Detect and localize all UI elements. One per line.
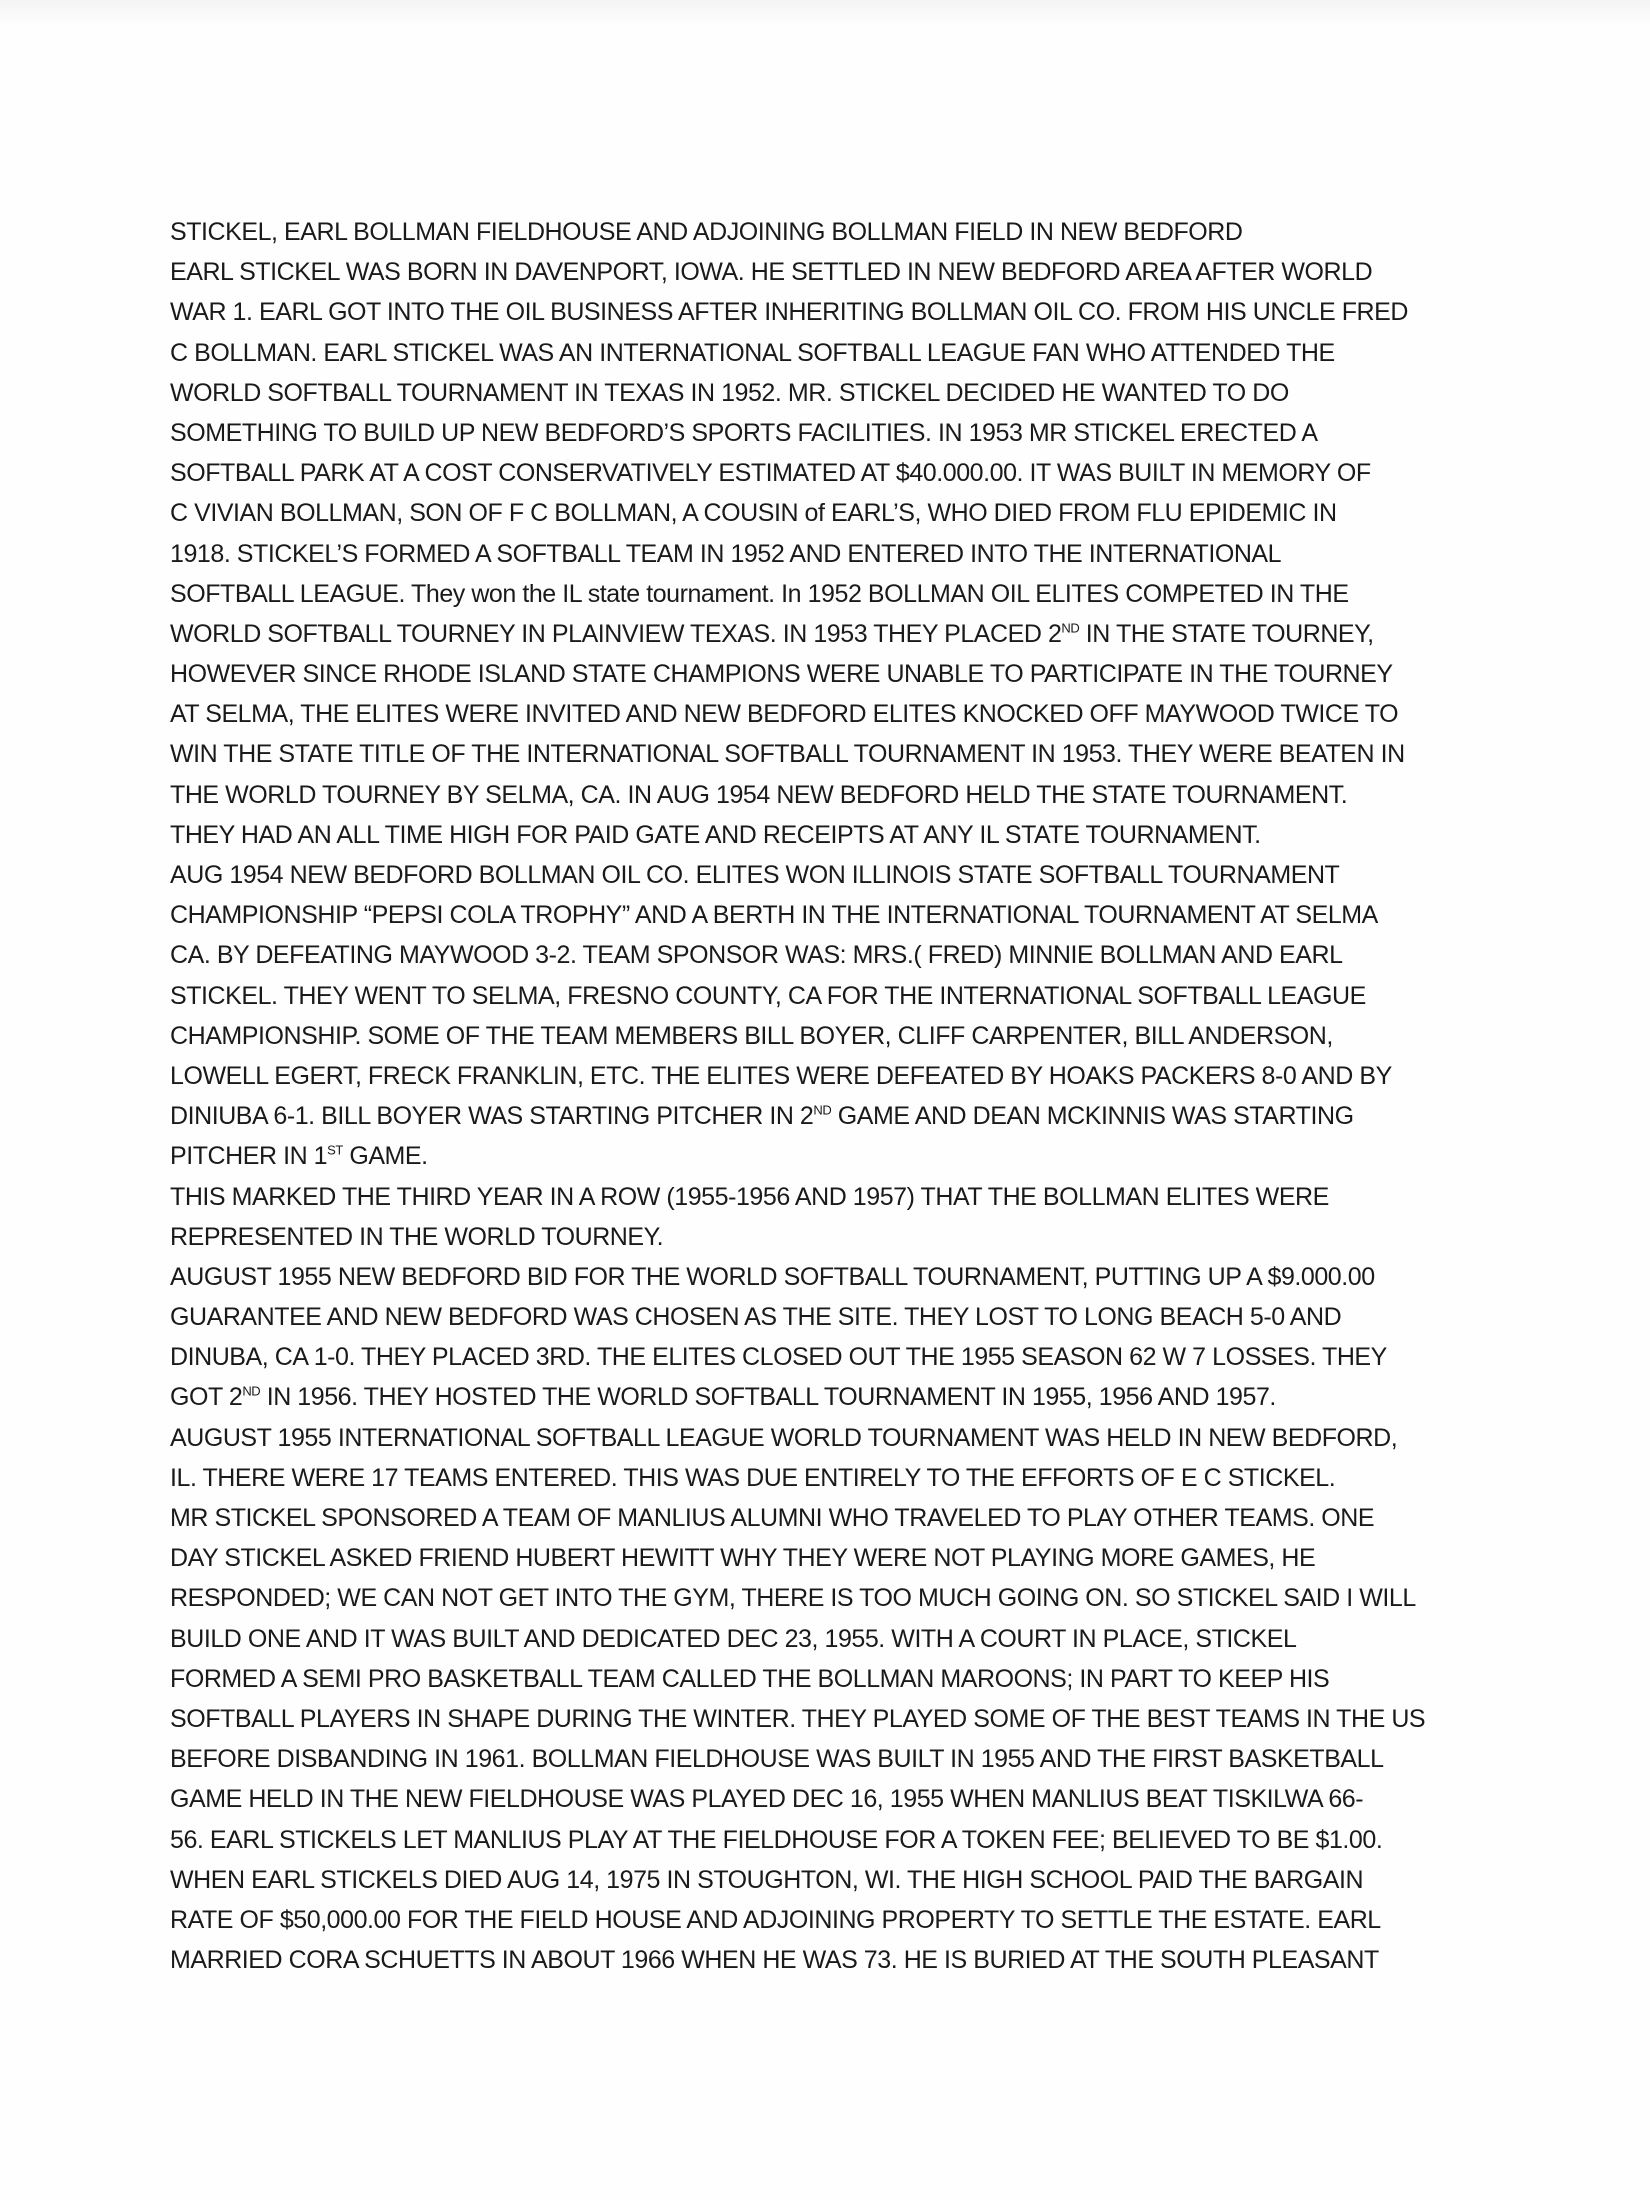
text-line — [170, 1096, 1470, 1136]
text-line — [170, 1619, 1470, 1659]
text-segment: THEY HAD AN ALL TIME HIGH FOR PAID GATE AND RECEIPTS AT ANY IL STATE TOURNAMENT. — [170, 820, 1261, 849]
text-segment: THE WORLD TOURNEY BY SELMA, CA. IN AUG 1954 NEW BEDFORD HELD THE STATE TOURNAMENT. — [170, 780, 1348, 809]
text-segment: WORLD SOFTBALL TOURNAMENT IN TEXAS IN 1952. MR. STICKEL DECIDED HE WANTED TO DO — [170, 378, 1289, 407]
text-line — [170, 1820, 1470, 1860]
document-body — [170, 212, 1470, 1980]
text-segment: WORLD SOFTBALL TOURNEY IN PLAINVIEW TEXAS. IN 1953 THEY PLACED 2 — [170, 619, 1062, 648]
text-line — [170, 1177, 1470, 1217]
text-line — [170, 1217, 1470, 1257]
superscript: ST — [327, 1142, 343, 1158]
text-line — [170, 1377, 1470, 1417]
text-segment: RATE OF $50,000.00 FOR THE FIELD HOUSE AND ADJOINING PROPERTY TO SETTLE THE ESTATE. EARL — [170, 1905, 1381, 1934]
text-line — [170, 1739, 1470, 1779]
text-segment: IL. THERE WERE 17 TEAMS ENTERED. THIS WAS DUE ENTIRELY TO THE EFFORTS OF E C STICKEL. — [170, 1463, 1336, 1492]
text-segment: FORMED A SEMI PRO BASKETBALL TEAM CALLED THE BOLLMAN MAROONS; IN PART TO KEEP HIS — [170, 1664, 1330, 1693]
text-segment: PITCHER IN 1 — [170, 1142, 328, 1171]
text-line — [170, 1297, 1470, 1337]
text-segment: IN 1956. THEY HOSTED THE WORLD SOFTBALL TOURNAMENT IN 1955, 1956 AND 1957. — [260, 1383, 1276, 1412]
text-line — [170, 775, 1470, 815]
text-line — [170, 292, 1470, 332]
text-segment: DAY STICKEL ASKED FRIEND HUBERT HEWITT WHY THEY WERE NOT PLAYING MORE GAMES, HE — [170, 1544, 1316, 1573]
text-segment: AUGUST 1955 INTERNATIONAL SOFTBALL LEAGUE WORLD TOURNAMENT WAS HELD IN NEW BEDFORD, — [170, 1423, 1398, 1452]
text-segment: BEFORE DISBANDING IN 1961. BOLLMAN FIELDHOUSE WAS BUILT IN 1955 AND THE FIRST BASKETBALL — [170, 1745, 1384, 1774]
text-line — [170, 895, 1470, 935]
text-segment: EARL STICKEL WAS BORN IN DAVENPORT, IOWA. HE SETTLED IN NEW BEDFORD AREA AFTER WORLD — [170, 258, 1373, 287]
text-line — [170, 1699, 1470, 1739]
text-segment: LOWELL EGERT, FRECK FRANKLIN, ETC. THE ELITES WERE DEFEATED BY HOAKS PACKERS 8-0 AND BY — [170, 1061, 1392, 1090]
text-segment: MR STICKEL SPONSORED A TEAM OF MANLIUS ALUMNI WHO TRAVELED TO PLAY OTHER TEAMS. ONE — [170, 1504, 1375, 1532]
text-line — [170, 574, 1470, 614]
text-segment: IN THE STATE TOURNEY, — [1079, 619, 1374, 648]
text-segment: AT SELMA, THE ELITES WERE INVITED AND NEW BEDFORD ELITES KNOCKED OFF MAYWOOD TWICE TO — [170, 700, 1399, 729]
text-line — [170, 1337, 1470, 1377]
text-segment: SOFTBALL PLAYERS IN SHAPE DURING THE WINTER. THEY PLAYED SOME OF THE BEST TEAMS IN THE US — [170, 1704, 1426, 1733]
text-line — [170, 1900, 1470, 1940]
text-segment: REPRESENTED IN THE WORLD TOURNEY. — [170, 1222, 664, 1251]
superscript: ND — [242, 1384, 261, 1400]
text-segment: GAME AND DEAN MCKINNIS WAS STARTING — [831, 1102, 1354, 1131]
text-segment: 56. EARL STICKELS LET MANLIUS PLAY AT THE FIELDHOUSE FOR A TOKEN FEE; BELIEVED TO BE $1.00. — [170, 1825, 1383, 1854]
text-line — [170, 1498, 1470, 1538]
text-segment: STICKEL, EARL BOLLMAN FIELDHOUSE AND ADJOINING BOLLMAN FIELD IN NEW BEDFORD — [170, 218, 1243, 246]
text-segment: WAR 1. EARL GOT INTO THE OIL BUSINESS AFTER INHERITING BOLLMAN OIL CO. FROM HIS UNCLE FRED — [170, 298, 1408, 327]
text-line — [170, 734, 1470, 774]
text-line — [170, 453, 1470, 493]
text-segment: CHAMPIONSHIP “PEPSI COLA TROPHY” AND A BERTH IN THE INTERNATIONAL TOURNAMENT AT SELMA — [170, 901, 1378, 930]
text-segment: THIS MARKED THE THIRD YEAR IN A ROW (1955-1956 AND 1957) THAT THE BOLLMAN ELITES WERE — [170, 1182, 1329, 1211]
text-segment: GAME HELD IN THE NEW FIELDHOUSE WAS PLAYED DEC 16, 1955 WHEN MANLIUS BEAT TISKILWA 66- — [170, 1785, 1364, 1814]
text-segment: HOWEVER SINCE RHODE ISLAND STATE CHAMPIONS WERE UNABLE TO PARTICIPATE IN THE TOURNEY — [170, 660, 1393, 689]
text-segment: SOMETHING TO BUILD UP NEW BEDFORD’S SPORTS FACILITIES. IN 1953 MR STICKEL ERECTED A — [170, 418, 1318, 447]
scan-edge — [0, 0, 1650, 30]
text-line — [170, 614, 1470, 654]
text-segment: BUILD ONE AND IT WAS BUILT AND DEDICATED DEC 23, 1955. WITH A COURT IN PLACE, STICKEL — [170, 1624, 1297, 1653]
text-segment: 1918. STICKEL’S FORMED A SOFTBALL TEAM IN 1952 AND ENTERED INTO THE INTERNATIONAL — [170, 539, 1282, 568]
text-line — [170, 373, 1470, 413]
text-segment: AUG 1954 NEW BEDFORD BOLLMAN OIL CO. ELITES WON ILLINOIS STATE SOFTBALL TOURNAMENT — [170, 861, 1340, 889]
text-line — [170, 333, 1470, 373]
superscript: ND — [813, 1102, 832, 1118]
text-line — [170, 534, 1470, 574]
text-line — [170, 654, 1470, 694]
text-line — [170, 212, 1470, 252]
text-line — [170, 1458, 1470, 1498]
text-segment: C VIVIAN BOLLMAN, SON OF F C BOLLMAN, A COUSIN of EARL’S, WHO DIED FROM FLU EPIDEMIC IN — [170, 499, 1337, 528]
text-segment: GUARANTEE AND NEW BEDFORD WAS CHOSEN AS THE SITE. THEY LOST TO LONG BEACH 5-0 AND — [170, 1303, 1342, 1332]
superscript: ND — [1061, 620, 1080, 636]
text-line — [170, 976, 1470, 1016]
text-line — [170, 1016, 1470, 1056]
text-line — [170, 1940, 1470, 1980]
text-segment: WHEN EARL STICKELS DIED AUG 14, 1975 IN STOUGHTON, WI. THE HIGH SCHOOL PAID THE BARGAIN — [170, 1865, 1364, 1894]
text-segment: MARRIED CORA SCHUETTS IN ABOUT 1966 WHEN HE WAS 73. HE IS BURIED AT THE SOUTH PLEASANT — [170, 1946, 1379, 1975]
text-line — [170, 1257, 1470, 1297]
text-line — [170, 855, 1470, 895]
text-line — [170, 1659, 1470, 1699]
text-segment: C BOLLMAN. EARL STICKEL WAS AN INTERNATIONAL SOFTBALL LEAGUE FAN WHO ATTENDED THE — [170, 338, 1335, 367]
text-segment: CA. BY DEFEATING MAYWOOD 3-2. TEAM SPONSOR WAS: MRS.( FRED) MINNIE BOLLMAN AND EARL — [170, 941, 1343, 970]
text-line — [170, 252, 1470, 292]
text-line — [170, 493, 1470, 533]
text-line — [170, 1860, 1470, 1900]
text-line — [170, 815, 1470, 855]
text-segment: DINUBA, CA 1-0. THEY PLACED 3RD. THE ELITES CLOSED OUT THE 1955 SEASON 62 W 7 LOSSES. THEY — [170, 1343, 1387, 1372]
text-line — [170, 1779, 1470, 1819]
text-line — [170, 1056, 1470, 1096]
text-segment: SOFTBALL PARK AT A COST CONSERVATIVELY ESTIMATED AT $40.000.00. IT WAS BUILT IN MEMORY OF — [170, 459, 1371, 488]
text-line — [170, 1136, 1470, 1176]
text-line — [170, 1578, 1470, 1618]
text-segment: RESPONDED; WE CAN NOT GET INTO THE GYM, THERE IS TOO MUCH GOING ON. SO STICKEL SAID I WILL — [170, 1584, 1416, 1613]
text-line — [170, 1418, 1470, 1458]
text-segment: GOT 2 — [170, 1383, 243, 1412]
text-segment: CHAMPIONSHIP. SOME OF THE TEAM MEMBERS BILL BOYER, CLIFF CARPENTER, BILL ANDERSON, — [170, 1021, 1333, 1050]
text-segment: STICKEL. THEY WENT TO SELMA, FRESNO COUNTY, CA FOR THE INTERNATIONAL SOFTBALL LEAGUE — [170, 981, 1366, 1010]
text-segment: AUGUST 1955 NEW BEDFORD BID FOR THE WORLD SOFTBALL TOURNAMENT, PUTTING UP A $9.000.00 — [170, 1262, 1375, 1291]
text-line — [170, 1538, 1470, 1578]
text-segment: WIN THE STATE TITLE OF THE INTERNATIONAL SOFTBALL TOURNAMENT IN 1953. THEY WERE BEATEN IN — [170, 740, 1405, 769]
text-segment: SOFTBALL LEAGUE. They won the IL state tournament. In 1952 BOLLMAN OIL ELITES COMPETED IN THE — [170, 579, 1349, 608]
text-segment: GAME. — [342, 1142, 428, 1171]
text-line — [170, 935, 1470, 975]
text-line — [170, 694, 1470, 734]
text-line — [170, 413, 1470, 453]
text-segment: DINIUBA 6-1. BILL BOYER WAS STARTING PITCHER IN 2 — [170, 1102, 814, 1131]
